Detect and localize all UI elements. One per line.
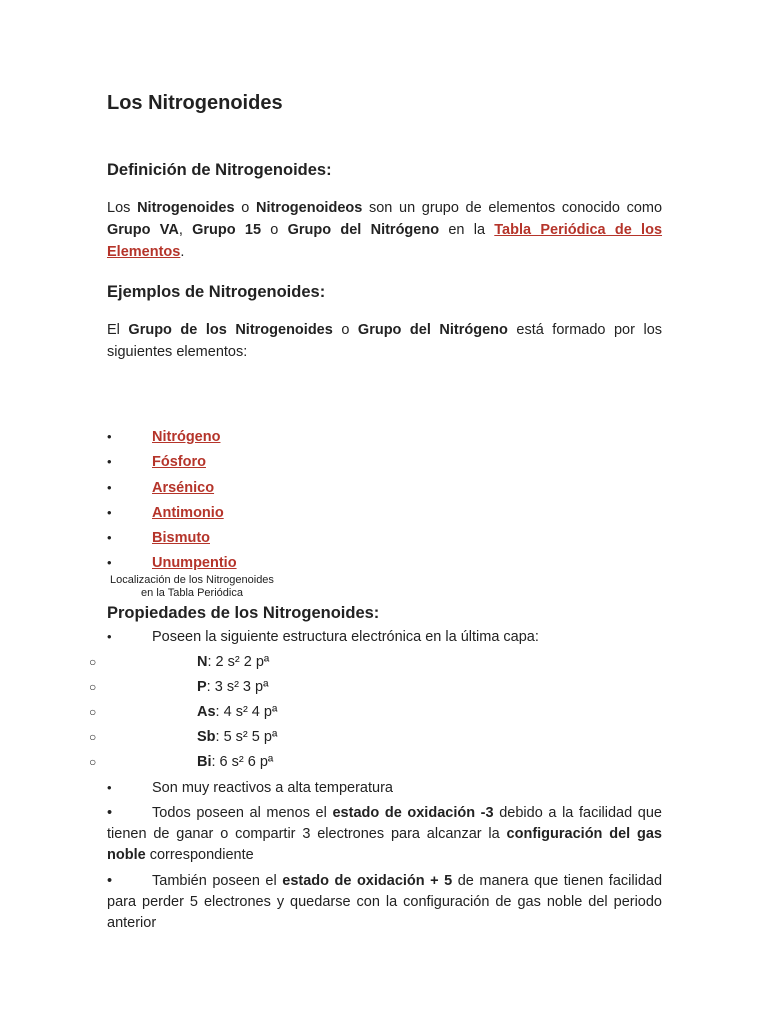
list-item (107, 426, 237, 451)
bullet-icon: • (107, 629, 112, 644)
circle-bullet-icon: ○ (89, 705, 97, 719)
examples-paragraph: El Grupo de los Nitrogenoides o Grupo del Nitrógeno está formado por los siguientes elementos: (107, 322, 663, 360)
bullet-icon: • (107, 805, 113, 821)
bullet-icon: • (107, 873, 113, 889)
link-tabla-periodica[interactable]: Tabla Periódica de los Elementos (107, 222, 663, 260)
circle-bullet-icon: ○ (89, 655, 97, 669)
link-fosforo[interactable]: Fósforo (152, 454, 206, 471)
image-caption: Localización de los Nitrogenoides en la Tabla Periódica (110, 574, 274, 599)
link-arsenico[interactable]: Arsénico (152, 479, 215, 496)
definition-paragraph: Los Nitrogenoides o Nitrogenoideos son un grupo de elementos conocido como Grupo VA, Grupo 15 o Grupo del Nitrógeno en la Tabla Periódica de los Elementos. (107, 200, 663, 260)
page-title: Los Nitrogenoides (107, 92, 283, 114)
link-unumpentio[interactable]: Unumpentio (152, 555, 237, 572)
section-heading-ejemplos: Ejemplos de Nitrogenoides: (107, 283, 326, 301)
oxidation-minus3-paragraph: • Todos poseen al menos el estado de oxidación -3 debido a la facilidad que tienen de ganar o compartir 3 electrones para alcanzar la configuración del gas noble correspondiente (107, 805, 662, 863)
section-heading-propiedades: Propiedades de los Nitrogenoides: (107, 604, 380, 622)
list-item (107, 451, 237, 476)
list-item (107, 477, 237, 502)
bullet-icon: • (107, 780, 112, 795)
circle-bullet-icon: ○ (89, 680, 97, 694)
list-item (107, 502, 237, 527)
oxidation-plus5-paragraph: • También poseen el estado de oxidación + 5 de manera que tienen facilidad para perder 5 electrones y quedarse con la configuración de gas noble del periodo anterior (107, 873, 663, 931)
list-item (107, 527, 237, 552)
link-antimonio[interactable]: Antimonio (152, 504, 224, 521)
link-bismuto[interactable]: Bismuto (152, 530, 210, 547)
element-list (107, 426, 237, 578)
circle-bullet-icon: ○ (89, 730, 97, 744)
link-nitrogeno[interactable]: Nitrógeno (152, 429, 221, 445)
section-heading-definicion: Definición de Nitrogenoides: (107, 161, 332, 179)
circle-bullet-icon: ○ (89, 755, 97, 769)
